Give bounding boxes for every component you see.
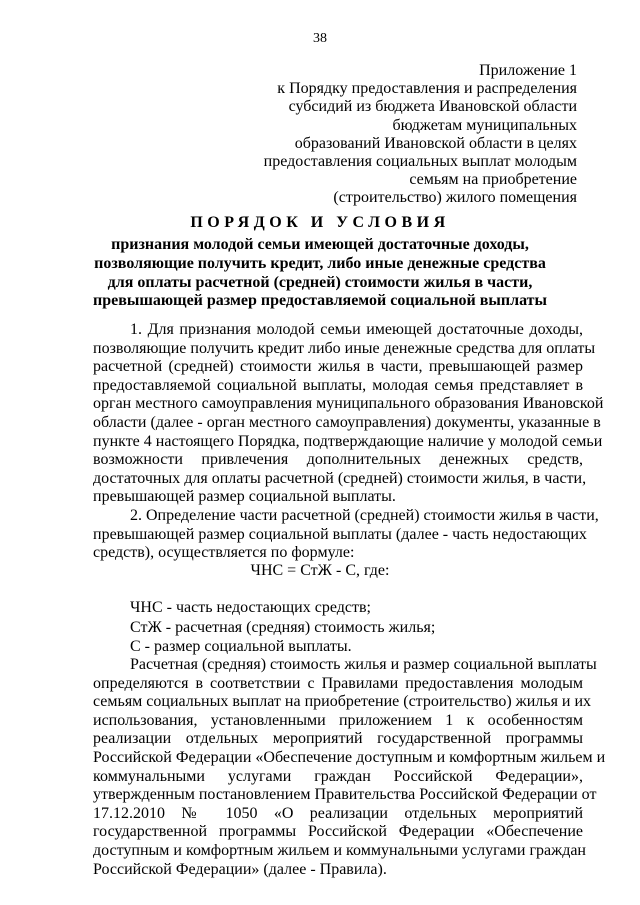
- text-line: использования, установленными приложением 1 к особенностям: [93, 711, 583, 729]
- paragraph-3: [93, 656, 606, 879]
- appendix-line: предоставления социальных выплат молодым: [263, 153, 577, 171]
- text-line: позволяющие получить кредит либо иные денежные средства для оплаты: [93, 339, 596, 357]
- appendix-line: бюджетам муниципальных: [392, 116, 577, 134]
- subtitle-line: позволяющие получить кредит, либо иные денежные средства: [94, 254, 546, 272]
- text-line: расчетной (средней) стоимости жилья в части, превышающей размер: [93, 358, 583, 376]
- text-line: 1. Для признания молодой семьи имеющей достаточные доходы,: [130, 321, 583, 338]
- document-title: ПОРЯДОК И УСЛОВИЯ: [190, 214, 450, 231]
- text-line: пункте 4 настоящего Порядка, подтверждающие наличие у молодой семьи: [93, 432, 603, 450]
- text-line: реализации отдельных мероприятий государственной программы: [93, 730, 583, 748]
- subtitle-line: для оплаты расчетной (средней) стоимости жилья в части,: [107, 273, 533, 291]
- text-line: превышающей размер социальной выплаты.: [93, 488, 396, 506]
- paragraph-1: [93, 321, 604, 507]
- text-line: предоставляемой социальной выплаты, молодая семья представляет в: [93, 376, 583, 394]
- appendix-line: семьям на приобретение: [409, 171, 577, 189]
- text-line: возможности привлечения дополнительных денежных средств,: [93, 451, 583, 469]
- formula-legend: [130, 598, 435, 657]
- text-line: определяются в соответствии с Правилами предоставления молодым: [93, 674, 583, 692]
- text-line: доступным и комфортным жильем и коммунальными услугами граждан: [93, 841, 586, 859]
- appendix-line: к Порядку предоставления и распределения: [277, 80, 577, 98]
- text-line: области (далее - орган местного самоуправления) документы, указанные в: [93, 413, 601, 431]
- text-line: коммунальными услугами граждан Российской Федерации»,: [93, 767, 583, 785]
- text-line: 2. Определение части расчетной (средней) стоимости жилья в части,: [130, 507, 599, 524]
- legend-line: СтЖ - расчетная (средняя) стоимость жилья;: [130, 618, 436, 636]
- text-line: государственной программы Российской Федерации «Обеспечение: [93, 823, 583, 841]
- legend-line: С - размер социальной выплаты.: [130, 638, 352, 655]
- text-line: Российской Федерации» (далее - Правила).: [93, 860, 387, 878]
- text-line: достаточных для оплаты расчетной (средней) стоимости жилья, в части,: [93, 469, 587, 487]
- appendix-line: образований Ивановской области в целях: [294, 134, 577, 152]
- paragraph-2: [93, 507, 599, 563]
- text-line: утвержденным постановлением Правительства Российской Федерации от: [93, 786, 597, 804]
- subtitle-line: превышающей размер предоставляемой социальной выплаты: [92, 292, 548, 310]
- formula: ЧНС = СтЖ - С, где:: [250, 562, 390, 579]
- text-line: превышающей размер социальной выплаты (далее - часть недостающих: [93, 525, 587, 543]
- text-line: средств), осуществляется по формуле:: [93, 544, 355, 562]
- text-line: орган местного самоуправления муниципального образования Ивановской: [93, 395, 604, 413]
- text-line: Расчетная (средняя) стоимость жилья и размер социальной выплаты: [130, 656, 597, 673]
- appendix-header: [250, 62, 577, 208]
- subtitle-line: признания молодой семьи имеющей достаточные доходы,: [111, 236, 529, 253]
- text-line: семьям социальных выплат на приобретение (строительство) жилья и их: [93, 693, 592, 711]
- document-subtitle: [90, 236, 550, 311]
- page-number: 38: [313, 31, 327, 46]
- appendix-line: (строительство) жилого помещения: [333, 189, 577, 207]
- text-line: Российской Федерации «Обеспечение доступным и комфортным жильем и: [93, 748, 606, 766]
- legend-line: ЧНС - часть недостающих средств;: [130, 599, 371, 616]
- text-line: 17.12.2010 № 1050 «О реализации отдельных мероприятий: [93, 804, 583, 822]
- appendix-line: Приложение 1: [479, 62, 577, 79]
- appendix-line: субсидий из бюджета Ивановской области: [288, 98, 577, 116]
